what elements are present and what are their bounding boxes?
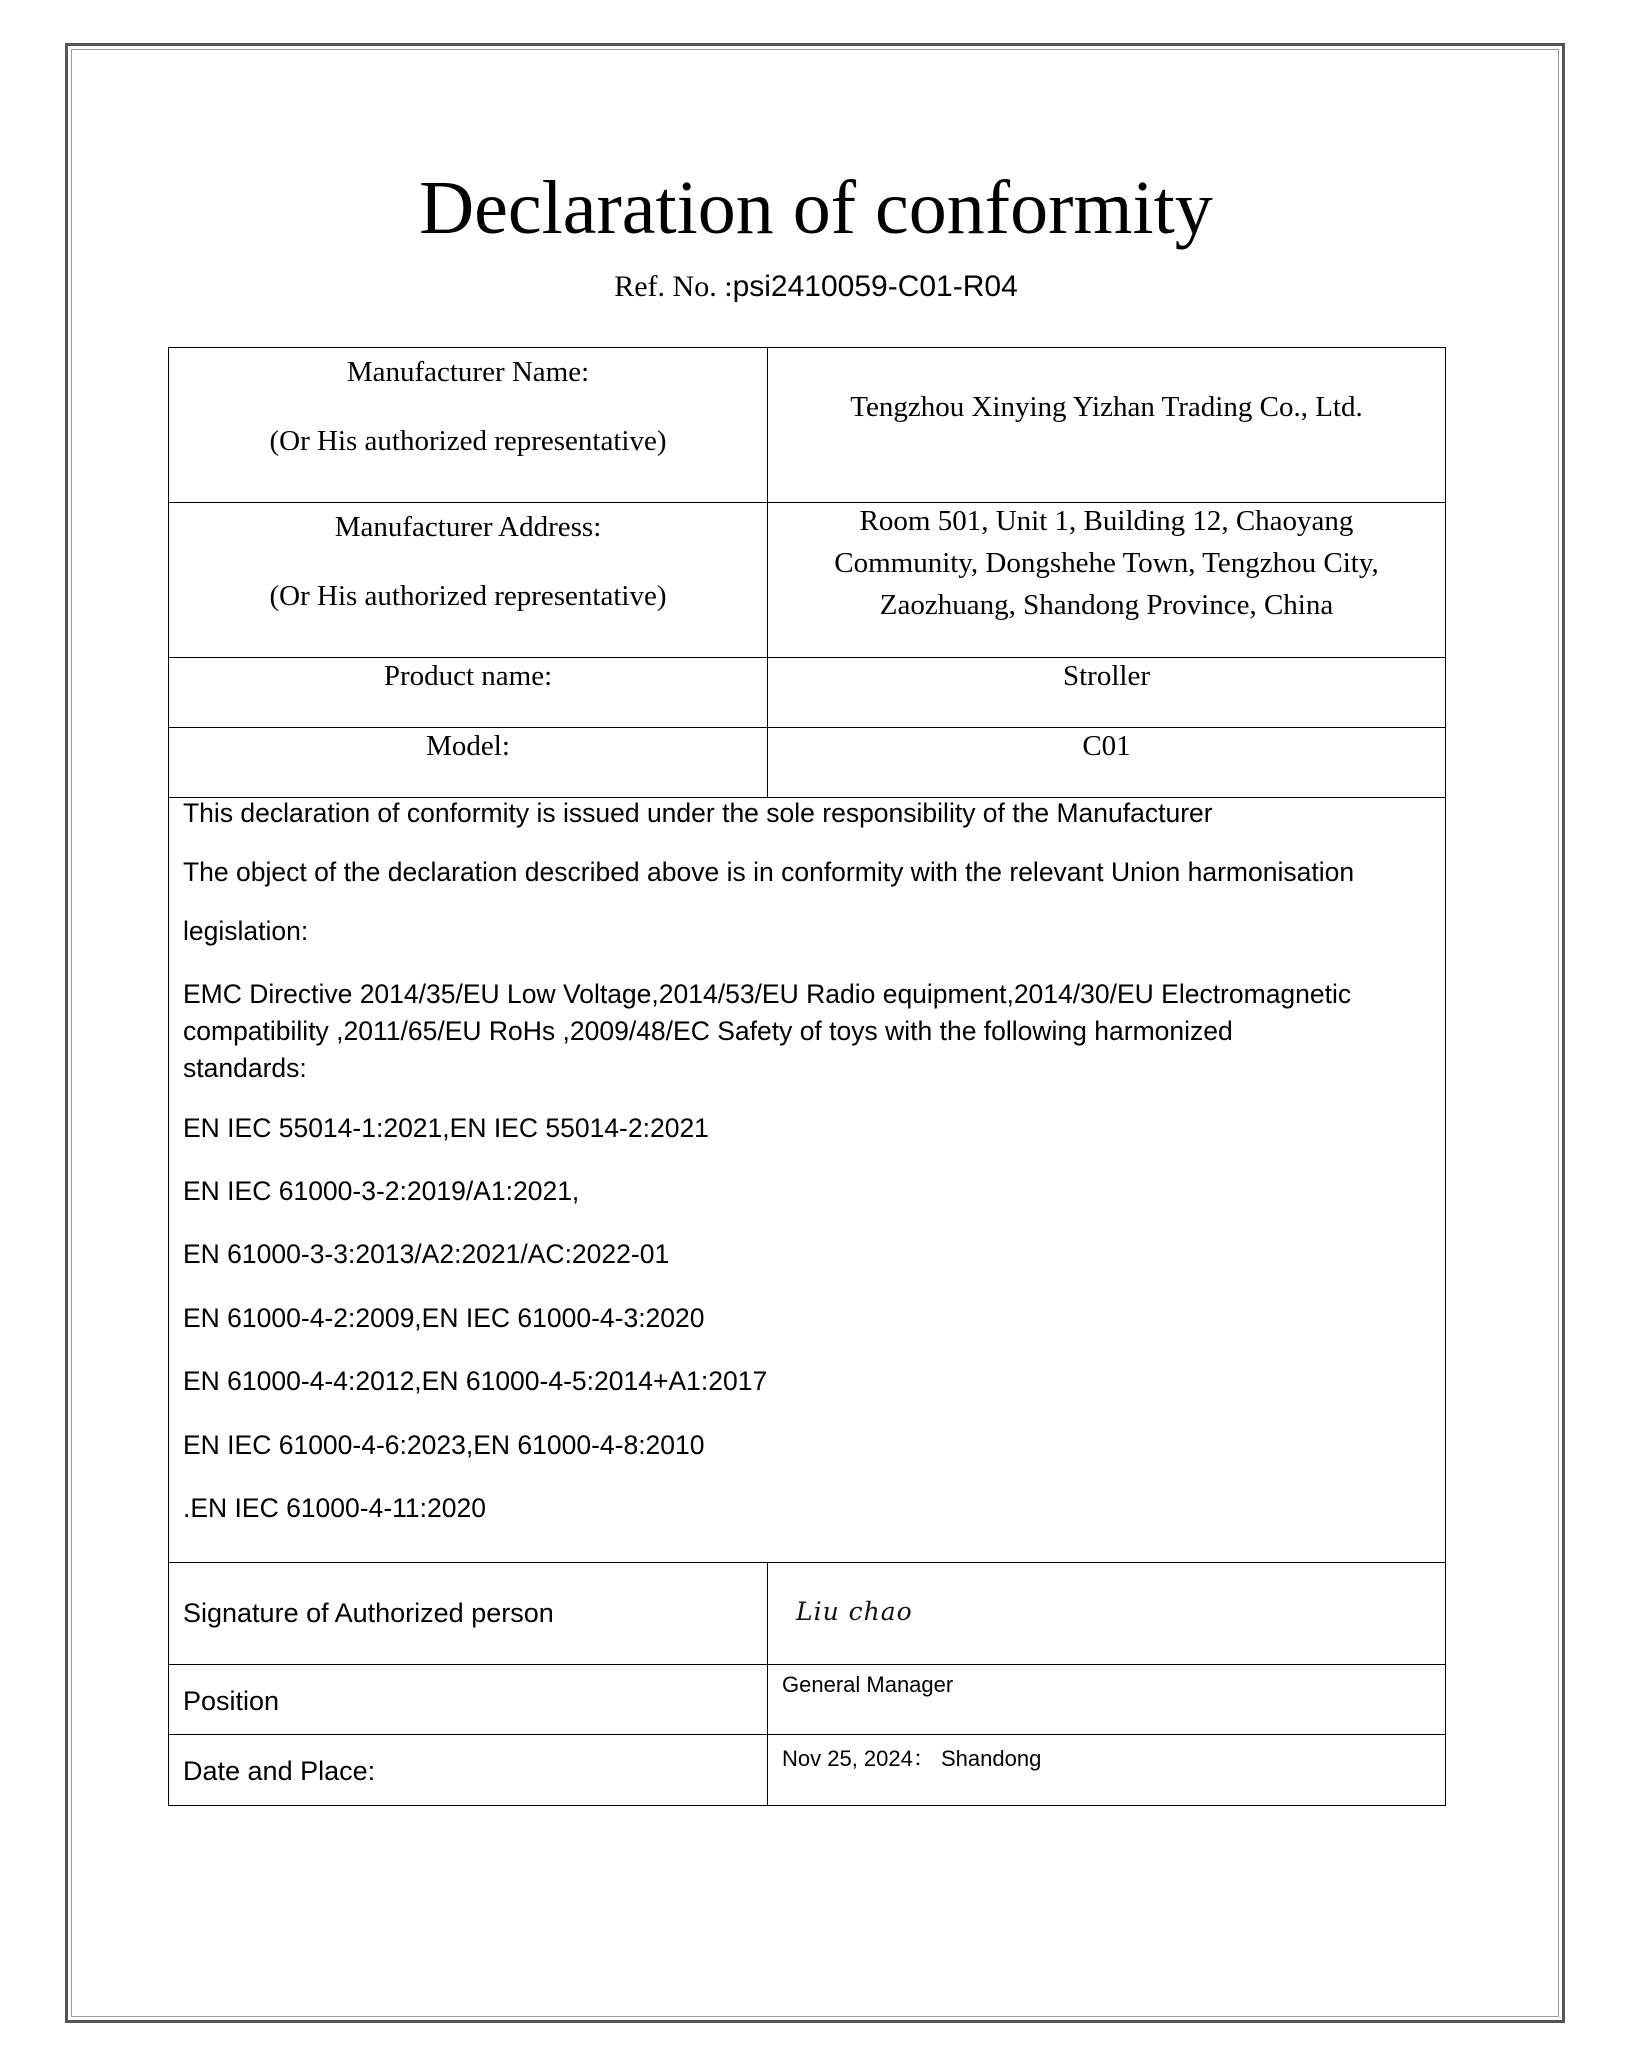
directive-line: standards: xyxy=(183,1053,307,1083)
standard-line: .EN IEC 61000-4-11:2020 xyxy=(183,1493,486,1523)
standard-line: EN 61000-3-3:2013/A2:2021/AC:2022-01 xyxy=(183,1239,670,1269)
standard-line: EN IEC 61000-3-2:2019/A1:2021, xyxy=(183,1176,580,1206)
directives-block xyxy=(183,976,1351,1087)
model-label-cell xyxy=(169,728,768,797)
standard-line: EN IEC 61000-4-6:2023,EN 61000-4-8:2010 xyxy=(183,1430,705,1460)
date-place-value: Nov 25, 2024： Shandong xyxy=(782,1746,1042,1771)
model-label: Model: xyxy=(426,730,510,762)
standard-line: EN 61000-4-2:2009,EN IEC 61000-4-3:2020 xyxy=(183,1303,705,1333)
declaration-body xyxy=(169,798,1445,1563)
declaration-statement: This declaration of conformity is issued under the sole responsibility of the Manufacturer xyxy=(183,798,1213,828)
product-name-value: Stroller xyxy=(1063,660,1150,692)
manufacturer-name-sublabel: (Or His authorized representative) xyxy=(269,425,667,457)
manufacturer-address-row xyxy=(169,503,1445,658)
manufacturer-address-sublabel: (Or His authorized representative) xyxy=(269,580,667,612)
directive-line: EMC Directive 2014/35/EU Low Voltage,2014/53/EU Radio equipment,2014/30/EU Electromagnetic xyxy=(183,979,1352,1009)
position-row xyxy=(169,1665,1445,1735)
model-value: C01 xyxy=(1082,730,1131,762)
signature-row xyxy=(169,1563,1445,1665)
handwritten-signature: Liu chao xyxy=(796,1597,913,1626)
position-label: Position xyxy=(183,1686,280,1716)
product-name-row xyxy=(169,658,1445,728)
document-title: Declaration of conformity xyxy=(419,166,1213,250)
declaration-table xyxy=(168,347,1446,1806)
date-place-label: Date and Place: xyxy=(183,1756,376,1786)
product-name-label-cell xyxy=(169,658,768,727)
address-line: Zaozhuang, Shandong Province, China xyxy=(879,589,1334,621)
product-name-value-cell xyxy=(768,658,1445,727)
declaration-legislation: legislation: xyxy=(183,916,309,946)
date-place-row xyxy=(169,1735,1445,1805)
product-name-label: Product name: xyxy=(383,660,553,692)
date-place-label-cell xyxy=(169,1735,768,1805)
date-place-value-cell xyxy=(768,1735,1445,1805)
ref-value: psi2410059-C01-R04 xyxy=(732,270,1018,303)
ref-label: Ref. No. : xyxy=(614,270,733,303)
declaration-conformity: The object of the declaration described above is in conformity with the relevant Union harmonisation xyxy=(183,857,1355,887)
model-row xyxy=(169,728,1445,798)
directive-line: compatibility ,2011/65/EU RoHs ,2009/48/EC Safety of toys with the following harmonized xyxy=(183,1016,1233,1046)
manufacturer-name-label-cell xyxy=(169,348,768,502)
signature-value-cell xyxy=(768,1563,1445,1664)
declaration-body-row xyxy=(169,798,1445,1563)
reference-number xyxy=(0,270,1632,304)
signature-label: Signature of Authorized person xyxy=(183,1598,554,1628)
position-value: General Manager xyxy=(782,1672,954,1697)
standard-line: EN IEC 55014-1:2021,EN IEC 55014-2:2021 xyxy=(183,1113,709,1143)
model-value-cell xyxy=(768,728,1445,797)
manufacturer-address-value-cell xyxy=(768,503,1445,657)
position-value-cell xyxy=(768,1665,1445,1734)
address-line: Community, Dongshehe Town, Tengzhou City, xyxy=(834,547,1379,579)
address-line: Room 501, Unit 1, Building 12, Chaoyang xyxy=(859,505,1354,537)
manufacturer-address-label-cell xyxy=(169,503,768,657)
manufacturer-name-value: Tengzhou Xinying Yizhan Trading Co., Ltd. xyxy=(850,391,1363,423)
signature-label-cell xyxy=(169,1563,768,1664)
position-label-cell xyxy=(169,1665,768,1734)
manufacturer-name-label: Manufacturer Name: xyxy=(346,356,590,388)
manufacturer-name-row xyxy=(169,348,1445,503)
manufacturer-name-value-cell xyxy=(768,348,1445,502)
manufacturer-address-label: Manufacturer Address: xyxy=(334,511,602,543)
standard-line: EN 61000-4-4:2012,EN 61000-4-5:2014+A1:2017 xyxy=(183,1366,768,1396)
